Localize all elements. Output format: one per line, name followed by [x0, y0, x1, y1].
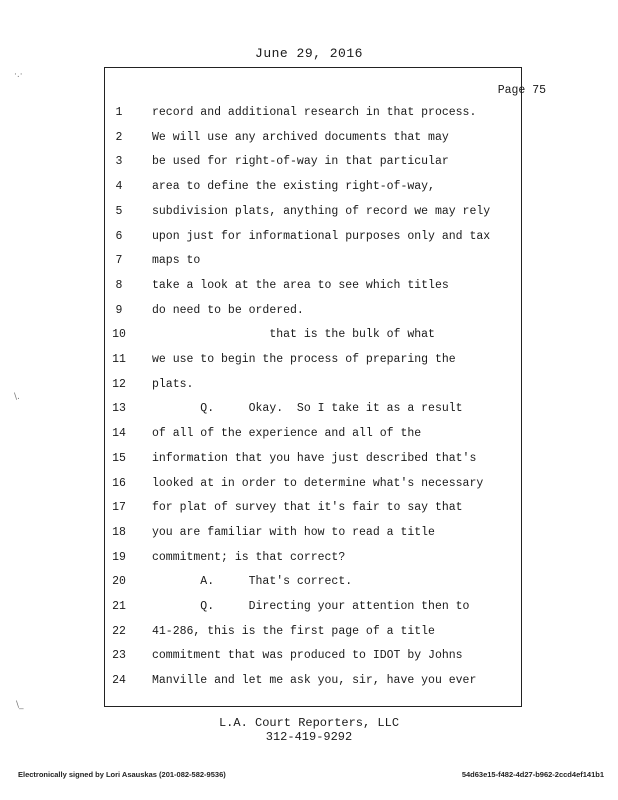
transcript-line: [0, 180, 618, 202]
line-text: commitment; is that correct?: [152, 550, 346, 564]
transcript-line: [0, 304, 618, 326]
line-text: 41-286, this is the first page of a title: [152, 624, 435, 638]
line-text: upon just for informational purposes only and tax: [152, 229, 491, 243]
transcript-line: [0, 328, 618, 350]
line-number: 1: [115, 106, 123, 119]
transcript-line: [0, 402, 618, 424]
line-number: 14: [112, 427, 126, 441]
transcript-line: [0, 353, 618, 375]
line-number: 19: [112, 550, 126, 564]
transcript-line: [0, 501, 618, 523]
line-text: Q. Okay. So I take it as a result: [152, 402, 463, 416]
transcript-line: [0, 625, 618, 647]
line-text: be used for right-of-way in that particular: [152, 155, 449, 169]
line-number: 15: [112, 451, 126, 465]
line-text: We will use any archived documents that may: [152, 130, 449, 144]
scan-mark: ·.·: [14, 70, 23, 80]
line-text: you are familiar with how to read a title: [152, 525, 435, 539]
line-number: 20: [112, 575, 126, 589]
transcript-line: [0, 279, 618, 301]
transcript-line: [0, 649, 618, 671]
line-number: 17: [112, 501, 126, 515]
line-text: do need to be ordered.: [152, 303, 304, 317]
line-number: 8: [115, 278, 123, 292]
line-text: information that you have just described that's: [152, 451, 477, 465]
line-number: 2: [115, 130, 123, 144]
line-number: 23: [112, 649, 126, 663]
line-number: 10: [112, 328, 126, 342]
line-text: record and additional research in that process.: [152, 106, 477, 119]
electronic-signature: Electronically signed by Lori Asauskas (201-082-582-9536): [18, 770, 226, 779]
line-text: plats.: [152, 377, 194, 391]
line-text: commitment that was produced to IDOT by Johns: [152, 649, 463, 663]
line-text: Q. Directing your attention then to: [152, 600, 470, 613]
transcript-line: [0, 600, 618, 622]
line-number: 16: [112, 476, 126, 490]
line-number: 12: [112, 377, 126, 391]
line-number: 13: [112, 402, 126, 416]
transcript-line: [0, 575, 618, 597]
line-number: 9: [115, 303, 123, 317]
transcript-line: [0, 205, 618, 227]
line-text: Manville and let me ask you, sir, have you ever: [152, 674, 477, 688]
transcript-line: [0, 106, 618, 128]
transcript-line: [0, 230, 618, 252]
transcript-line: [0, 452, 618, 474]
transcript-line: [0, 427, 618, 449]
line-number: 21: [112, 600, 126, 613]
line-number: 22: [112, 624, 126, 638]
line-text: that is the bulk of what: [152, 328, 435, 342]
line-text: subdivision plats, anything of record we may rely: [152, 204, 491, 218]
line-number: 18: [112, 525, 126, 539]
court-reporter-phone: 312-419-9292: [265, 730, 353, 744]
transcript-line: [0, 526, 618, 548]
line-number: 4: [115, 180, 123, 194]
transcript-line: [0, 551, 618, 573]
line-number: 11: [112, 353, 126, 366]
transcript-line: [0, 155, 618, 177]
line-text: maps to: [152, 254, 201, 268]
line-number: 3: [115, 155, 123, 169]
scan-mark: \_: [16, 700, 24, 710]
scan-mark: \.: [14, 392, 20, 402]
transcript-line: [0, 674, 618, 696]
line-text: take a look at the area to see which titles: [152, 278, 449, 292]
line-text: looked at in order to determine what's necessary: [152, 476, 484, 490]
line-text: area to define the existing right-of-way,: [152, 180, 435, 194]
line-text: A. That's correct.: [152, 575, 353, 589]
line-number: 24: [112, 674, 126, 688]
court-reporter-name: L.A. Court Reporters, LLC: [218, 716, 400, 730]
transcript-line: [0, 378, 618, 400]
line-text: for plat of survey that it's fair to say that: [152, 501, 463, 515]
transcript-date: June 29, 2016: [255, 46, 363, 61]
footer: [0, 716, 618, 744]
line-text: we use to begin the process of preparing the: [152, 353, 456, 366]
line-text: of all of the experience and all of the: [152, 427, 422, 441]
transcript-line: [0, 477, 618, 499]
transcript-line: [0, 254, 618, 276]
transcript-line: [0, 131, 618, 153]
page-number: Page 75: [497, 84, 546, 97]
line-number: 5: [115, 204, 123, 218]
line-number: 7: [115, 254, 123, 268]
line-number: 6: [115, 229, 123, 243]
document-id: 54d63e15-f482-4d27-b962-2ccd4ef141b1: [461, 770, 604, 779]
